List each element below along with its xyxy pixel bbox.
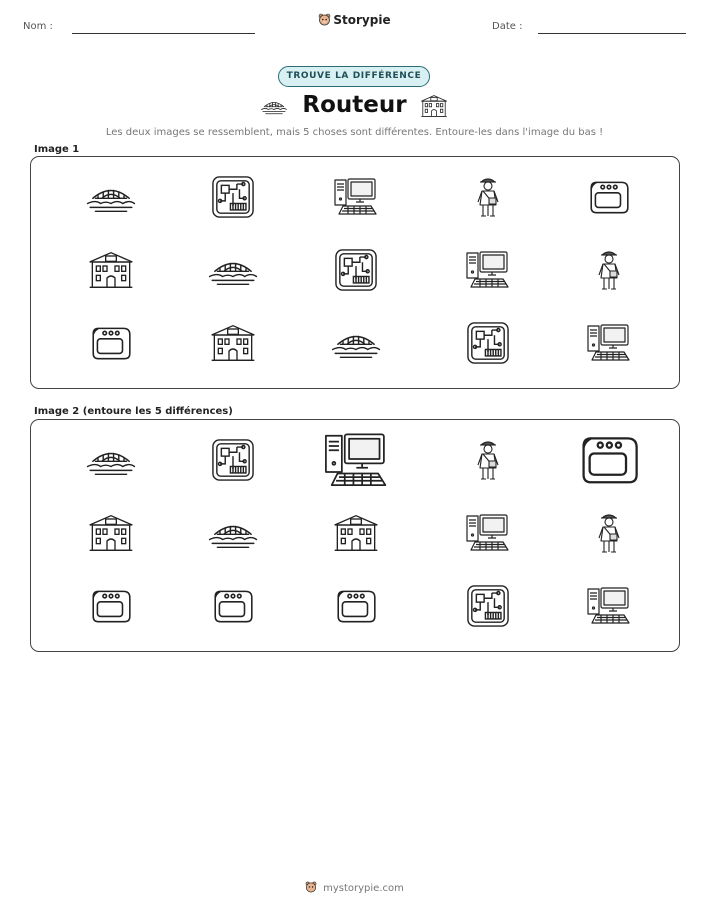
building-icon: [420, 94, 448, 118]
image2-label: Image 2 (entoure les 5 différences): [34, 406, 233, 417]
find-difference-badge: TROUVE LA DIFFÉRENCE: [278, 66, 430, 87]
date-field-line[interactable]: [538, 33, 686, 34]
image1-label: Image 1: [34, 144, 80, 155]
page-title: Routeur: [302, 92, 407, 118]
bridge-icon[interactable]: [83, 441, 139, 479]
image1-panel: [30, 156, 680, 389]
image2-panel[interactable]: [30, 419, 680, 652]
router-box-icon: [584, 176, 634, 218]
instructions-text: Les deux images se ressemblent, mais 5 choses sont différentes. Entoure-les dans l'image du bas !: [105, 127, 604, 138]
mail-carrier-icon[interactable]: [473, 435, 503, 485]
building-icon: [208, 321, 258, 365]
bridge-icon: [205, 251, 261, 289]
computer-icon[interactable]: [584, 583, 634, 629]
footer-site: mystorypie.com: [323, 883, 404, 894]
router-box-icon[interactable]: [331, 585, 381, 627]
bridge-icon: [83, 178, 139, 216]
computer-icon: [463, 247, 513, 293]
computer-icon: [331, 174, 381, 220]
computer-icon[interactable]: [321, 428, 392, 493]
storypie-logo-icon: [305, 881, 317, 893]
router-box-icon[interactable]: [574, 430, 645, 489]
router-box-icon[interactable]: [86, 585, 136, 627]
building-icon: [86, 248, 136, 292]
circuit-board-icon: [209, 173, 257, 221]
mail-carrier-icon: [594, 245, 624, 295]
circuit-board-icon: [332, 246, 380, 294]
computer-icon: [584, 320, 634, 366]
name-label: Nom :: [23, 21, 53, 32]
mail-carrier-icon[interactable]: [594, 508, 624, 558]
building-icon[interactable]: [86, 511, 136, 555]
bridge-icon: [328, 324, 384, 362]
brand-name: Storypie: [333, 13, 391, 27]
circuit-board-icon[interactable]: [209, 436, 257, 484]
brand-header: [0, 13, 709, 27]
storypie-logo-icon: [318, 13, 331, 26]
router-box-icon: [86, 322, 136, 364]
circuit-board-icon: [464, 319, 512, 367]
bridge-icon[interactable]: [205, 514, 261, 552]
footer: [0, 881, 709, 894]
mail-carrier-icon: [473, 172, 503, 222]
date-label: Date :: [492, 21, 523, 32]
router-box-icon[interactable]: [208, 585, 258, 627]
computer-icon[interactable]: [463, 510, 513, 556]
name-field-line[interactable]: [72, 33, 255, 34]
building-icon[interactable]: [331, 511, 381, 555]
circuit-board-icon[interactable]: [464, 582, 512, 630]
